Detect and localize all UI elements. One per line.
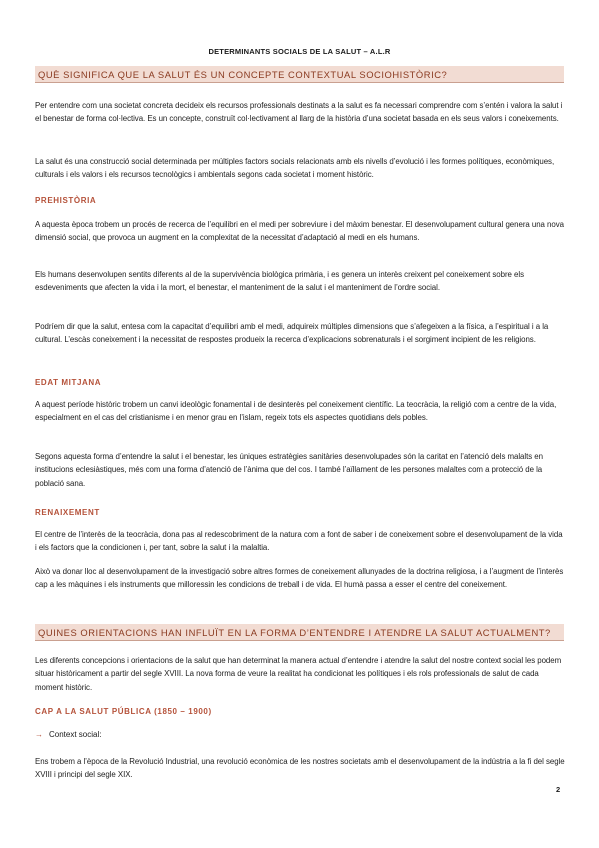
- paragraph: A aquesta època trobem un procés de recerca de l’equilibri en el medi per sobreviure i del màxim benestar. El desenvolupament cultural genera una nova dimensió social, que provoca un augment en la complexitat de la necessitat d’adaptació al medi en els humans.: [35, 220, 564, 243]
- subheading-renaixement: RENAIXEMENT: [35, 508, 100, 517]
- section-heading-concept: QUÈ SIGNIFICA QUE LA SALUT ÉS UN CONCEPTE CONTEXTUAL SOCIOHISTÒRIC?: [35, 66, 564, 83]
- bullet-context-social: [35, 730, 101, 739]
- section-heading-orientacions: QUINES ORIENTACIONS HAN INFLUÏT EN LA FORMA D’ENTENDRE I ATENDRE LA SALUT ACTUALMENT?: [35, 624, 564, 641]
- paragraph: Això va donar lloc al desenvolupament de la investigació sobre altres formes de coneixement allunyades de la doctrina religiosa, i a l’augment de l’interès cap a les màquines i els instruments que milloressin les condicions de treball i de vida. El humà passa a esser el centre del coneixement.: [35, 567, 564, 590]
- paragraph: Els humans desenvolupen sentits diferents al de la supervivència biològica primària, i es genera un interès creixent pel coneixement sobre els esdeveniments que afecten la vida i la mort, el benestar, el manteniment de la salut i el manteniment de l’ordre social.: [35, 270, 524, 293]
- paragraph: El centre de l’interès de la teocràcia, dona pas al redescobriment de la natura com a font de saber i de coneixement sobre el desenvolupament de la vida i els factors que la condicionen i, per tant, sobre la salut i la malaltia.: [35, 530, 563, 553]
- subheading-edat-mitjana: EDAT MITJANA: [35, 378, 102, 387]
- paragraph: Ens trobem a l’època de la Revolució Industrial, una revolució econòmica de les nostres societats amb el desenvolupament de la indústria a la fi del segle XVIII i principi del segle XIX.: [35, 757, 565, 780]
- paragraph: Per entendre com una societat concreta decideix els recursos professionals destinats a la salut es fa necessari comprendre com s’entén i valora la salut i el benestar de forma col·lectiva. Es un concepte, construït col·lectivament al llarg de la història d’una societat basada en els seus valors i coneixements.: [35, 101, 563, 124]
- bullet-label: Context social:: [49, 730, 102, 739]
- paragraph: Les diferents concepcions i orientacions de la salut que han determinat la manera actual d’entendre i atendre la salut del nostre context social les podem situar històricament a partir del segle XVIII. La nova forma de veure la realitat ha condicionat les polítiques i els rols professionals de salut de cada moment històric.: [35, 656, 562, 692]
- page-number: 2: [556, 785, 561, 794]
- paragraph: Segons aquesta forma d’entendre la salut i el benestar, les úniques estratègies sanitàries desenvolupades són la caritat en l’atenció dels malalts en institucions eclesiàstiques, més com una forma d’atenció de l’ànima que del cos. I també l’aïllament de les persones malaltes com a protecció de la població sana.: [35, 452, 543, 488]
- paragraph: La salut és una construcció social determinada per múltiples factors socials relacionats amb els nivells d’evolució i les formes polítiques, econòmiques, culturals i els valors i els recursos tecnològics i ambientals segons cada societat i moment històric.: [35, 157, 555, 180]
- arrow-right-icon: →: [35, 730, 43, 739]
- subheading-salut-publica: CAP A LA SALUT PÚBLICA (1850 – 1900): [35, 707, 212, 716]
- subheading-prehistoria: PREHISTÒRIA: [35, 196, 97, 205]
- paragraph: Podríem dir que la salut, entesa com la capacitat d’equilibri amb el medi, adquireix múltiples dimensions que s’afegeixen a la física, a l’espiritual i a la cultural. L’escàs coneixement i la necessitat de respostes produeix la recerca d’explicacions sobrenaturals i el sorgiment incipient de les religions.: [35, 322, 549, 345]
- paragraph: A aquest període històric trobem un canvi ideològic fonamental i de desinterès pel coneixement científic. La teocràcia, la religió com a centre de la vida, especialment en el cas del cristianisme i en menor grau en l’islam, regeix tots els aspectes quotidians dels pobles.: [35, 400, 557, 423]
- page-header: DETERMINANTS SOCIALS DE LA SALUT – A.L.R: [208, 47, 391, 56]
